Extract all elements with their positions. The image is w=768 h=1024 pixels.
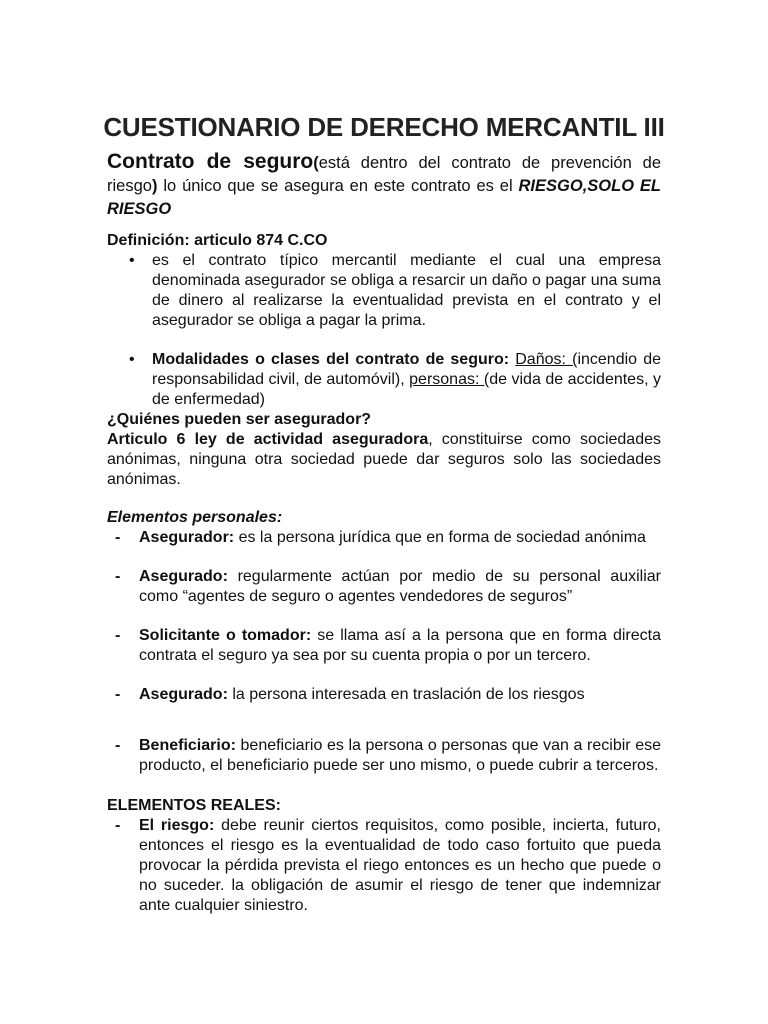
personal-item-text: es la persona jurídica que en forma de sociedad anónima: [234, 529, 646, 546]
danos-label: Daños: (: [515, 351, 578, 368]
intro-paragraph: [107, 150, 661, 221]
personal-item-label: Asegurado:: [139, 568, 228, 585]
personal-item-text: regularmente actúan por medio de su personal auxiliar como “agentes de seguro o agentes vendedores de seguros”: [139, 568, 661, 605]
definition-bullet-2: [107, 350, 661, 410]
personal-item: [107, 736, 661, 776]
real-elements-list: [107, 816, 661, 916]
real-item: [107, 816, 661, 916]
personal-item-label: Solicitante o tomador:: [139, 627, 312, 644]
personas-text: de vida de accidentes, y de enfermedad): [152, 371, 662, 408]
real-elements-section: [107, 796, 661, 916]
personal-item-text: la persona interesada en traslación de los riesgos: [227, 686, 585, 703]
document-title: CUESTIONARIO DE DERECHO MERCANTIL III: [103, 112, 665, 142]
definition-section: [107, 231, 661, 410]
definition-bullet-1-text: es el contrato típico mercantil mediante el cual una empresa denominada asegurador se obliga a resarcir un daño o pagar una suma de dinero al realizarse la eventualidad prevista en el contrato y el asegurador se obliga a pagar la prima.: [152, 252, 661, 329]
personal-item-label: Asegurado:: [139, 686, 228, 703]
quienes-question: ¿Quiénes pueden ser asegurador?: [107, 411, 372, 428]
modalidades-label: Modalidades o clases del contrato de seguro:: [152, 351, 510, 368]
real-item-label: El riesgo:: [139, 817, 215, 834]
personal-item-label: Beneficiario:: [139, 737, 236, 754]
personal-item: [107, 626, 661, 666]
document-body: [107, 150, 661, 916]
personal-item-text: se llama así a la persona que en forma directa contrata el seguro ya sea por su cuenta propia o por un tercero.: [139, 627, 662, 664]
quienes-section: [107, 410, 661, 490]
definition-bullet-1: [107, 251, 661, 331]
quienes-article: Articulo 6 ley de actividad aseguradora: [107, 431, 429, 448]
personal-elements-list: [107, 528, 661, 776]
definition-heading: Definición: articulo 874 C.CO: [107, 232, 328, 249]
intro-open-paren: (: [313, 154, 319, 172]
personal-item: [107, 528, 661, 548]
quienes-paragraph: [107, 430, 661, 490]
definition-list: [107, 251, 661, 410]
quienes-text: , constituirse como sociedades anónimas, ninguna otra sociedad puede dar seguros solo las sociedades anónimas.: [107, 431, 661, 488]
intro-text-2: lo único que se asegura en este contrato es el: [157, 177, 519, 195]
personal-item: [107, 685, 661, 705]
personal-elements-section: [107, 508, 661, 776]
real-elements-heading: ELEMENTOS REALES:: [107, 797, 281, 814]
intro-emphasis: RIESGO,SOLO EL RIESGO: [107, 177, 662, 218]
personal-item-label: Asegurador:: [139, 529, 235, 546]
personal-item: [107, 567, 661, 607]
intro-close-paren: ): [151, 177, 158, 195]
intro-text-1: está dentro del contrato de prevención de riesgo: [107, 154, 661, 195]
intro-lead: Contrato de seguro: [107, 150, 314, 173]
personal-elements-heading: Elementos personales:: [107, 509, 283, 526]
personas-label: personas: (: [409, 371, 490, 388]
real-item-text: debe reunir ciertos requisitos, como posible, incierta, futuro, entonces el riesgo es la eventualidad de todo caso fortuito que pueda provocar la pérdida prevista el riego entonces es un hecho que puede o no suceder. la obligación de asumir el riesgo de tener que indemnizar ante cualquier siniestro.: [139, 817, 662, 914]
personal-item-text: beneficiario es la persona o personas que van a recibir ese producto, el beneficiario puede ser uno mismo, o puede cubrir a terceros.: [139, 737, 661, 774]
danos-text: incendio de responsabilidad civil, de automóvil),: [152, 351, 662, 388]
